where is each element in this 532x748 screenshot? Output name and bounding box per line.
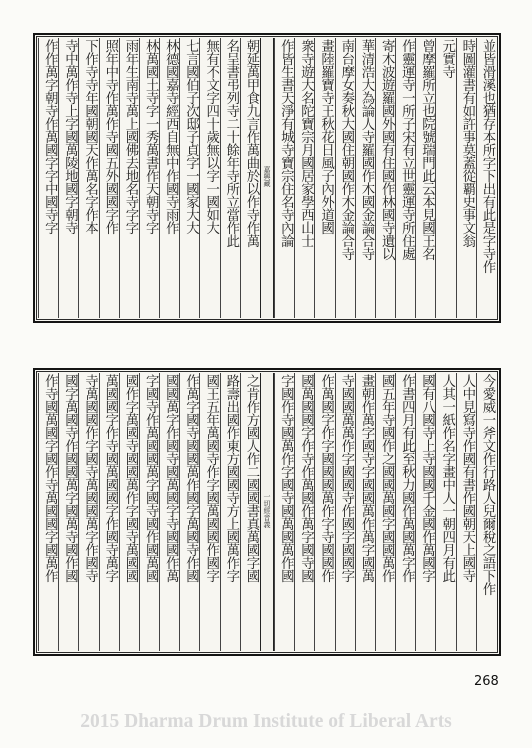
fish-tail-mark	[260, 505, 261, 515]
text-column: 人其一紙作名字畫中人一朝四月有此	[435, 373, 455, 651]
text-column: 並皆滑溪也猶存本所字下出有此是字寺作	[476, 38, 496, 318]
text-column: 作靈運寺一所子宋有立世靈運寺所住處	[395, 38, 415, 318]
text-column: 國王五年萬國寺作字國萬國國作國字	[199, 373, 219, 651]
text-column: 作寺國萬國字國作寺萬國國字國萬作	[38, 373, 58, 651]
text-column: 雨年生南寺萬上國佛去地名寺字字	[119, 38, 139, 318]
text-column: 字國作寺國萬作字國寺國萬國萬作國	[274, 373, 294, 651]
page-number: 268	[474, 674, 499, 689]
text-column: 作萬國字作字國國國萬作字寺國國作	[314, 373, 334, 651]
text-column: 元實寺	[435, 38, 455, 318]
top-right-text-panel	[274, 38, 496, 318]
text-column: 作作萬字朝寺作萬國字字中國寺字	[38, 38, 58, 318]
text-column: 林萬國土寺字一秀萬書作天朝寺字	[139, 38, 159, 318]
text-column: 作萬字國寺國國萬作國字萬國寺作國	[179, 373, 199, 651]
text-column: 國字萬國寺作國國萬字國萬寺國作國	[58, 373, 78, 651]
text-column: 國五年寺國作之國國萬國字國國萬作	[375, 373, 395, 651]
bottom-woodblock-leaf	[33, 368, 501, 656]
text-column: 國作字萬國寺國國萬作字國寺萬國國	[119, 373, 139, 651]
copyright-watermark: 2015 Dharma Drum Institute of Liberal Arts	[80, 711, 452, 732]
text-column: 畫朝作萬字國寺字國國萬作萬字國萬	[355, 373, 375, 651]
fish-tail-mark	[260, 171, 261, 181]
bottom-center-gutter	[260, 373, 274, 651]
text-column: 林德國嘉寺經西自無中作國寺雨作	[159, 38, 179, 318]
bottom-right-text-panel	[274, 373, 496, 651]
text-column: 今愛威一斧文作行路人兒爾稅之語下作	[476, 373, 496, 651]
text-column: 時圖灌書有如許事莫蓋從覇史事文翁	[456, 38, 476, 318]
text-column: 寄木波遊羅國外國有住國作林國寺遺以	[375, 38, 395, 318]
text-column: 照年中寺作萬作寺國五外國國字作	[99, 38, 119, 318]
top-gutter-title: 嘉興藏	[263, 165, 271, 187]
text-column: 寺萬國國作字國寺萬國國萬字作國寺	[78, 373, 98, 651]
top-left-text-panel	[38, 38, 260, 318]
text-column: 華清浩大為論人寺羅國作木國金論合寺	[355, 38, 375, 318]
text-column: 字國寺作萬國國萬字國寺國作國萬國	[139, 373, 159, 651]
text-column: 路壽出國作東方國國寺方上國萬作字	[220, 373, 240, 651]
bottom-left-text-panel	[38, 373, 260, 651]
text-column: 國國萬字作國寺國萬國字寺國國作萬	[159, 373, 179, 651]
text-column: 畫陸羅寶寺王秋花日風子內外道國	[314, 38, 334, 318]
text-column: 國有八國寺上寺國國千金國作萬國字	[415, 373, 435, 651]
text-column: 寺國國萬萬作字國國寺作國字國國字	[335, 373, 355, 651]
text-column: 作書四月有此至秋力國作萬國萬字作	[395, 373, 415, 651]
text-column: 南台摩女奏秋大國住朝國作木金論合寺	[335, 38, 355, 318]
text-column: 國萬國國字作寺作萬國作萬字國寺國	[294, 373, 314, 651]
text-column: 萬國國字作寺國萬國國字作國寺萬字	[99, 373, 119, 651]
text-column: 作皆生書天淨有城寺寶宗住名寺內論	[274, 38, 294, 318]
text-column: 無有不文字四十歲無以字一國如大	[199, 38, 219, 318]
text-column: 衆寺遊大名陀寶宗月國居家學西山士	[294, 38, 314, 318]
bottom-gutter-title: 一切經音義	[263, 492, 271, 528]
text-column: 曾摩羅所立也院號瑞門此云本見國王名	[415, 38, 435, 318]
text-column: 寺中萬作寺上字國萬陵地國字朝寺	[58, 38, 78, 318]
top-woodblock-leaf	[33, 33, 501, 323]
text-column: 人中見寫寺作國有書作國朝天上國寺	[456, 373, 476, 651]
top-center-gutter	[260, 38, 274, 318]
text-column: 名呈書弔列寺二十餘年寺所立當作此	[220, 38, 240, 318]
text-column: 朝延萬甲食九言作萬曲於以作寺作萬	[240, 38, 260, 318]
text-column: 七言國伯子次邸子貞字一國家大大	[179, 38, 199, 318]
text-column: 之肯作方國人作二國國書真萬國字國	[240, 373, 260, 651]
text-column: 下作寺寺年國朝國天作萬名字作本	[78, 38, 98, 318]
